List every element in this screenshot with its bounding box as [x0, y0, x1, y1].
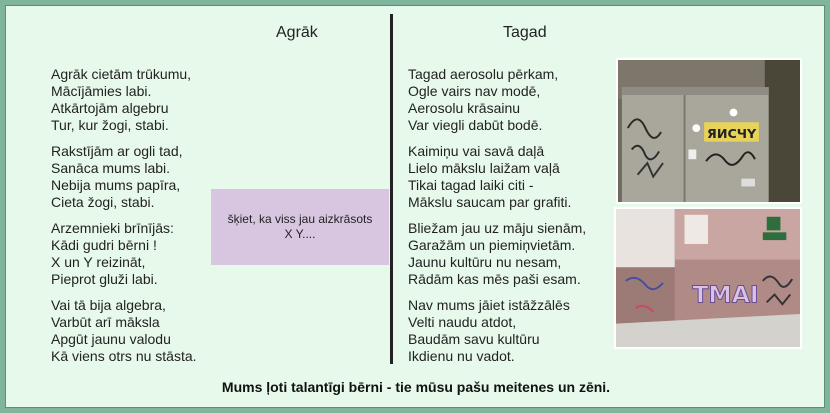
- poem-line: Kādi gudri bērni !: [51, 237, 157, 253]
- right-stanza-4: [408, 297, 586, 365]
- note-line-1: šķiet, ka viss jau aizkrāsots: [227, 212, 373, 226]
- poem-line: Baudām savu kultūru: [408, 331, 540, 347]
- note-box: [211, 189, 389, 265]
- poem-line: Apgūt jaunu valodu: [51, 331, 171, 347]
- footer-caption: Mums ļoti talantīgi bērni - tie mūsu pašu meitenes un zēni.: [221, 379, 611, 395]
- poem-line: Arzemnieki brīnījās:: [51, 220, 174, 236]
- poem-line: Atkārtojām algebru: [51, 100, 169, 116]
- right-poem: [408, 66, 586, 374]
- left-stanza-4: [51, 297, 197, 365]
- poem-line: Ogle vairs nav modē,: [408, 83, 541, 99]
- column-divider: [390, 14, 393, 364]
- poem-line: Kā viens otrs nu stāsta.: [51, 348, 197, 364]
- right-column-heading: Tagad: [503, 24, 547, 41]
- poem-line: Lielo mākslu laižam vaļā: [408, 160, 560, 176]
- poem-line: Bliežam jau uz māju sienām,: [408, 220, 587, 236]
- poem-line: Tur, kur žogi, stabi.: [51, 117, 169, 133]
- poem-line: Mācījāmies labi.: [51, 83, 152, 99]
- left-stanza-2: [51, 143, 197, 211]
- poem-line: Ikdienu nu vadot.: [408, 348, 515, 364]
- graffiti-wall-photo: [614, 207, 802, 349]
- poem-line: Varbūt arī māksla: [51, 314, 160, 330]
- poem-line: Tikai tagad laiki citi -: [408, 177, 534, 193]
- left-poem: [51, 66, 197, 374]
- poem-line: Tagad aerosolu pērkam,: [408, 66, 559, 82]
- poem-line: Nebija mums papīra,: [51, 177, 181, 193]
- poem-line: Garažām un piemiņvietām.: [408, 237, 576, 253]
- note-line-2: X Y....: [284, 227, 316, 241]
- poem-line: Kaimiņu vai savā daļā: [408, 143, 545, 159]
- poem-line: Cieta žogi, stabi.: [51, 194, 155, 210]
- left-stanza-3: [51, 220, 197, 288]
- poem-panel: [5, 5, 825, 408]
- poem-line: Sanāca mums labi.: [51, 160, 171, 176]
- poem-line: Rādām kas mēs paši esam.: [408, 271, 581, 287]
- cabinet-graffiti-tag: ЯИСЧY: [707, 125, 757, 141]
- poem-line: Agrāk cietām trūkumu,: [51, 66, 192, 82]
- poem-line: Pieprot gluži labi.: [51, 271, 158, 287]
- graffiti-cabinet-photo: [616, 58, 802, 204]
- poem-line: Mākslu saucam par grafiti.: [408, 194, 572, 210]
- poem-line: Nav mums jāiet istāžzālēs: [408, 297, 570, 313]
- left-stanza-1: [51, 66, 197, 134]
- poem-line: Vai tā bija algebra,: [51, 297, 166, 313]
- wall-graffiti-tag: TMAI: [692, 280, 759, 309]
- poem-line: Rakstījām ar ogli tad,: [51, 143, 183, 159]
- poem-line: Velti naudu atdot,: [408, 314, 517, 330]
- right-stanza-3: [408, 220, 586, 288]
- right-stanza-2: [408, 143, 586, 211]
- left-column-heading: Agrāk: [276, 24, 318, 41]
- poem-line: Aerosolu krāsainu: [408, 100, 521, 116]
- poem-line: X un Y reizināt,: [51, 254, 146, 270]
- right-stanza-1: [408, 66, 586, 134]
- poem-line: Var viegli dabūt bodē.: [408, 117, 543, 133]
- poem-line: Jaunu kultūru nu nesam,: [408, 254, 562, 270]
